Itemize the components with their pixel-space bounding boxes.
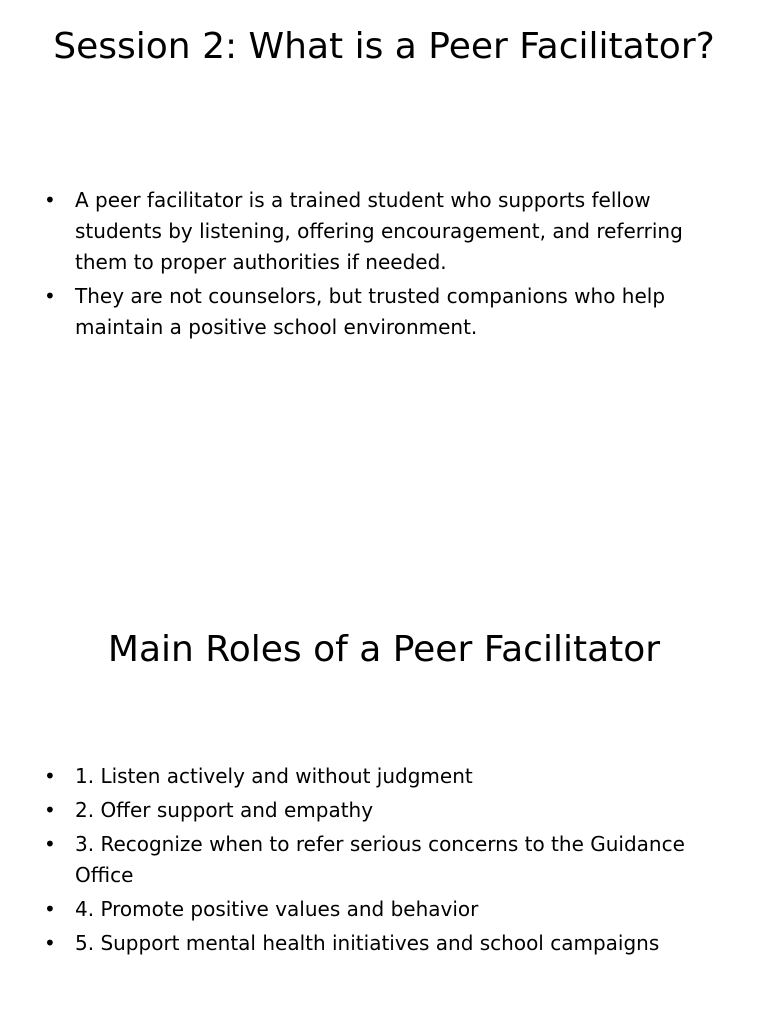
list-item	[40, 761, 710, 792]
list-item-text: 3. Recognize when to refer serious concerns to the Guidance Office	[75, 832, 685, 887]
bullet-list	[40, 761, 710, 962]
bullet-icon: •	[44, 284, 56, 308]
list-item	[40, 185, 710, 278]
list-item-text: 5. Support mental health initiatives and school campaigns	[75, 931, 660, 955]
list-item	[40, 281, 710, 343]
slide-2	[0, 512, 768, 1024]
list-item-text: 1. Listen actively and without judgment	[75, 764, 473, 788]
list-item	[40, 928, 710, 959]
list-item-text: They are not counselors, but trusted companions who help maintain a positive school environment.	[75, 284, 666, 339]
slide-title: Main Roles of a Peer Facilitator	[107, 629, 661, 670]
list-item-text: 4. Promote positive values and behavior	[75, 897, 479, 921]
bullet-icon: •	[44, 897, 56, 921]
list-item	[40, 894, 710, 925]
list-item	[40, 829, 710, 891]
bullet-icon: •	[44, 188, 56, 212]
bullet-icon: •	[44, 798, 56, 822]
bullet-icon: •	[44, 832, 56, 856]
list-item	[40, 795, 710, 826]
list-item-text: A peer facilitator is a trained student who supports fellow students by listening, offering encouragement, and referring them to proper authorities if needed.	[75, 188, 683, 274]
list-item-text: 2. Offer support and empathy	[75, 798, 374, 822]
bullet-list	[40, 185, 710, 346]
slide-title: Session 2: What is a Peer Facilitator?	[53, 26, 715, 67]
bullet-icon: •	[44, 764, 56, 788]
bullet-icon: •	[44, 931, 56, 955]
